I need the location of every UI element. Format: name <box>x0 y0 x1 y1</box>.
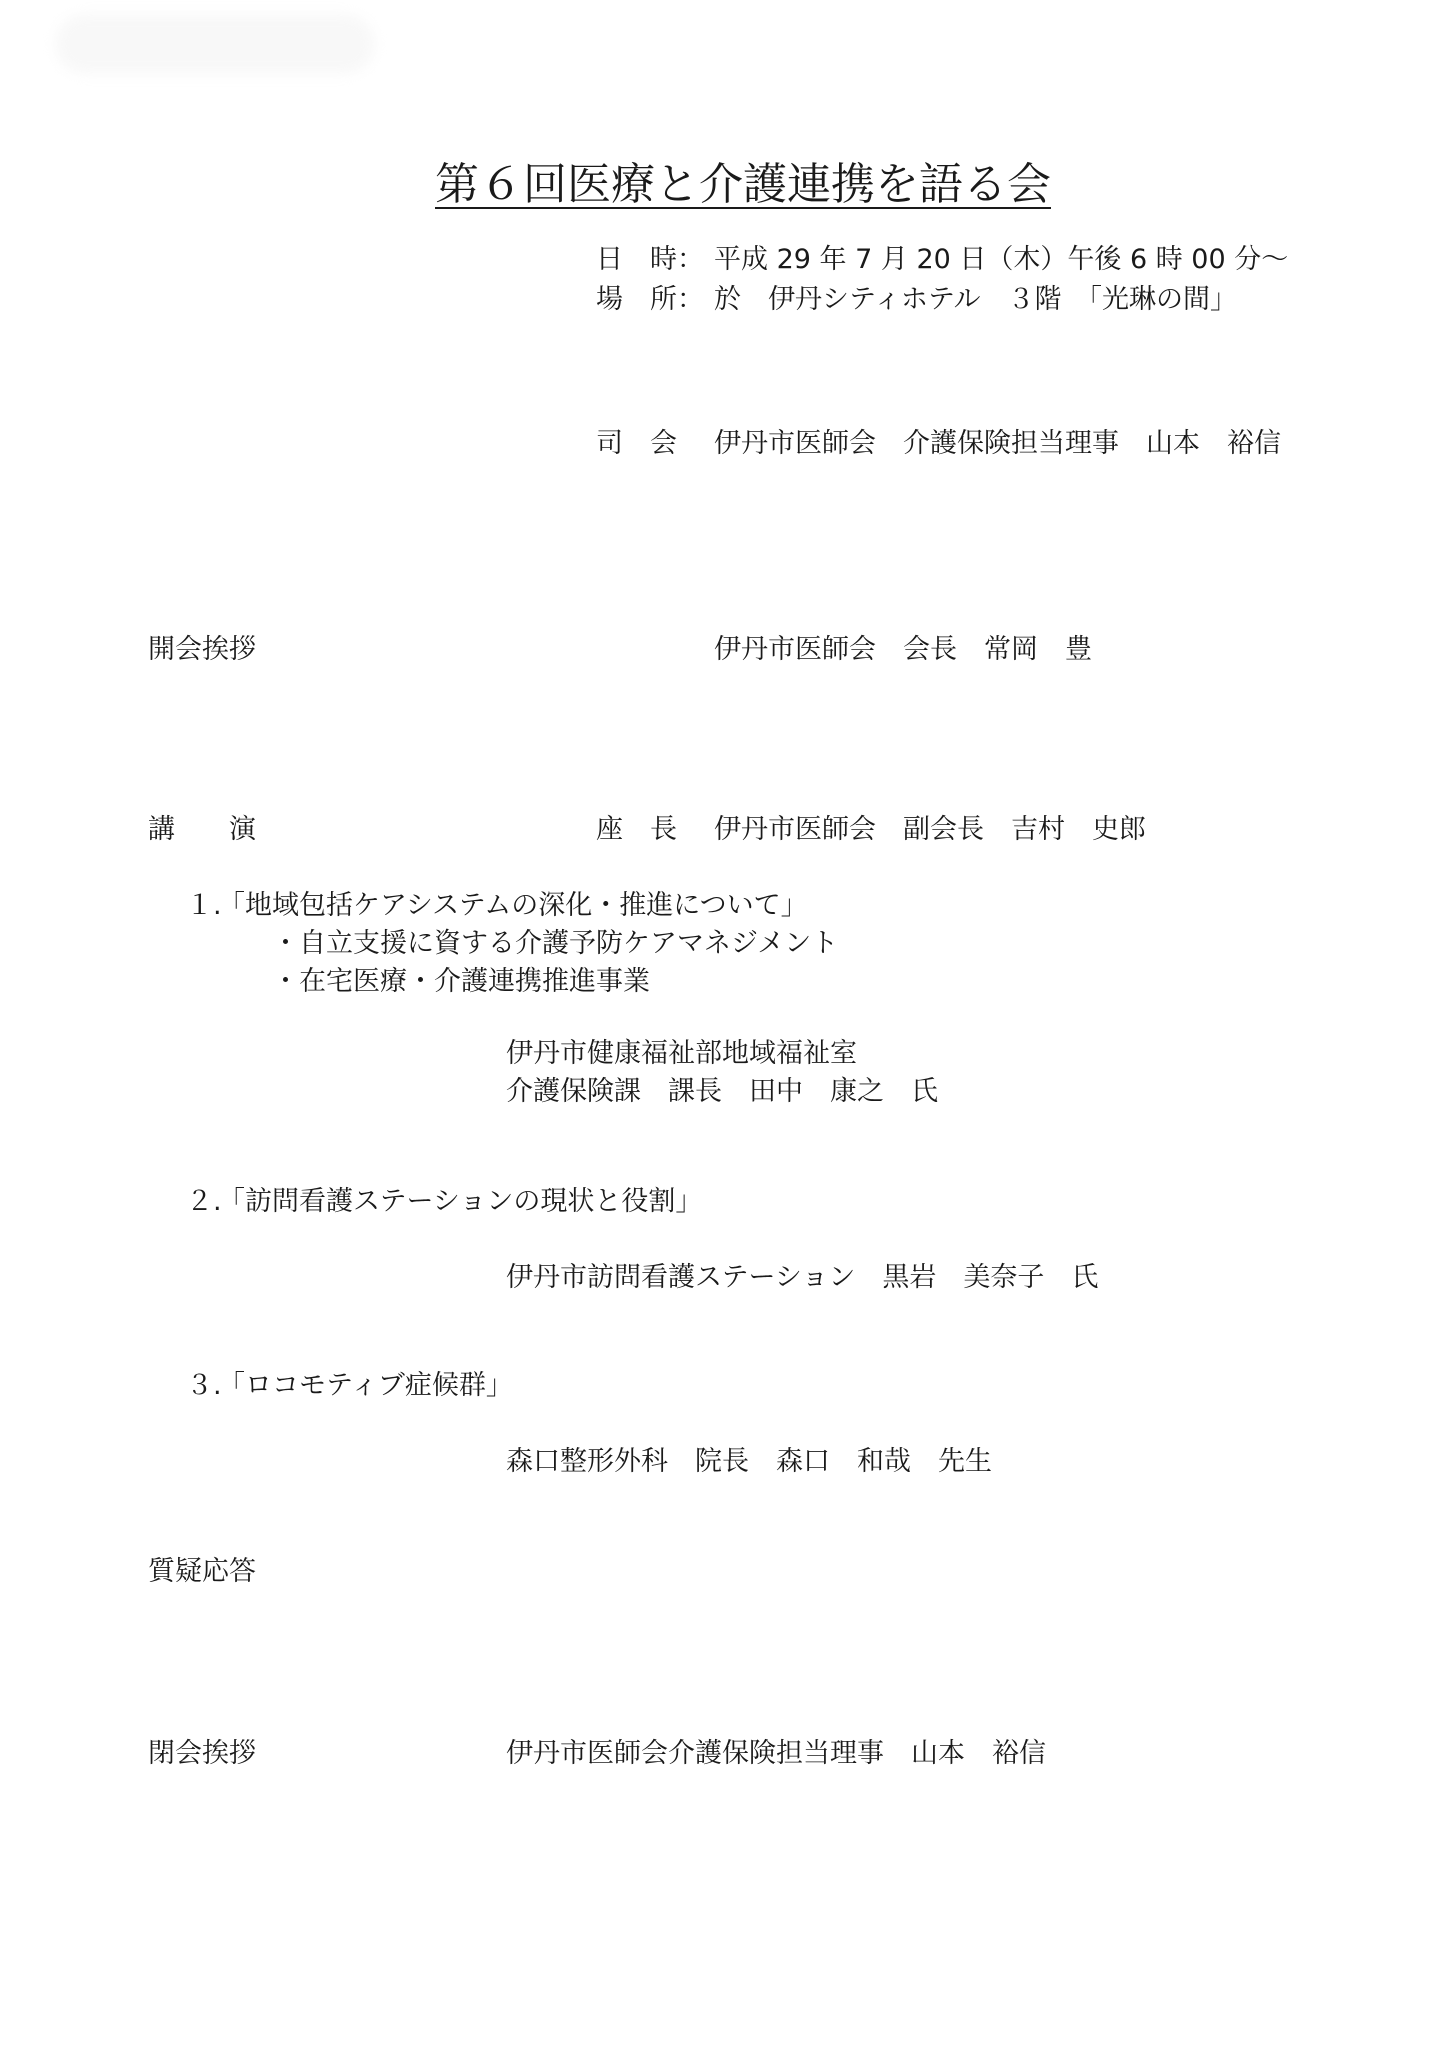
mc-label: 司 会 <box>596 428 677 459</box>
talk-number: ２. <box>186 1186 222 1217</box>
place-value: 於 伊丹シティホテル ３階 「光琳の間」 <box>714 284 1237 315</box>
talk-speaker: 森口整形外科 院長 森口 和哉 先生 <box>506 1446 992 1477</box>
talk-speaker: 介護保険課 課長 田中 康之 氏 <box>506 1076 938 1107</box>
talk-speaker: 伊丹市訪問看護ステーション 黒岩 美奈子 氏 <box>506 1262 1099 1293</box>
talk-speaker: 伊丹市健康福祉部地域福祉室 <box>506 1038 857 1069</box>
date-label: 日 時： <box>596 244 704 275</box>
talk-number: １. <box>186 890 222 921</box>
qa-label: 質疑応答 <box>148 1556 256 1587</box>
talk-subtopic: ・自立支援に資する介護予防ケアマネジメント <box>272 928 839 959</box>
date-value: 平成 29 年 7 月 20 日（木）午後 6 時 00 分～ <box>714 244 1289 275</box>
closing-label: 閉会挨拶 <box>148 1738 256 1769</box>
talk-title: 「訪問看護ステーションの現状と役割」 <box>218 1186 703 1217</box>
place-label: 場 所： <box>596 284 704 315</box>
chair-label: 座 長 <box>596 814 677 845</box>
closing-value: 伊丹市医師会介護保険担当理事 山本 裕信 <box>506 1738 1046 1769</box>
talk-title: 「地域包括ケアシステムの深化・推進について」 <box>218 890 808 921</box>
chair-value: 伊丹市医師会 副会長 吉村 史郎 <box>714 814 1146 845</box>
talk-number: ３. <box>186 1370 222 1401</box>
page-title: 第６回医療と介護連携を語る会 <box>435 159 1051 210</box>
talk-title: 「ロコモティブ症候群」 <box>218 1370 513 1401</box>
opening-value: 伊丹市医師会 会長 常岡 豊 <box>714 634 1092 665</box>
lecture-label: 講 演 <box>148 814 256 845</box>
mc-value: 伊丹市医師会 介護保険担当理事 山本 裕信 <box>714 428 1281 459</box>
scan-smudge <box>55 14 375 74</box>
talk-subtopic: ・在宅医療・介護連携推進事業 <box>272 966 650 997</box>
opening-label: 開会挨拶 <box>148 634 256 665</box>
